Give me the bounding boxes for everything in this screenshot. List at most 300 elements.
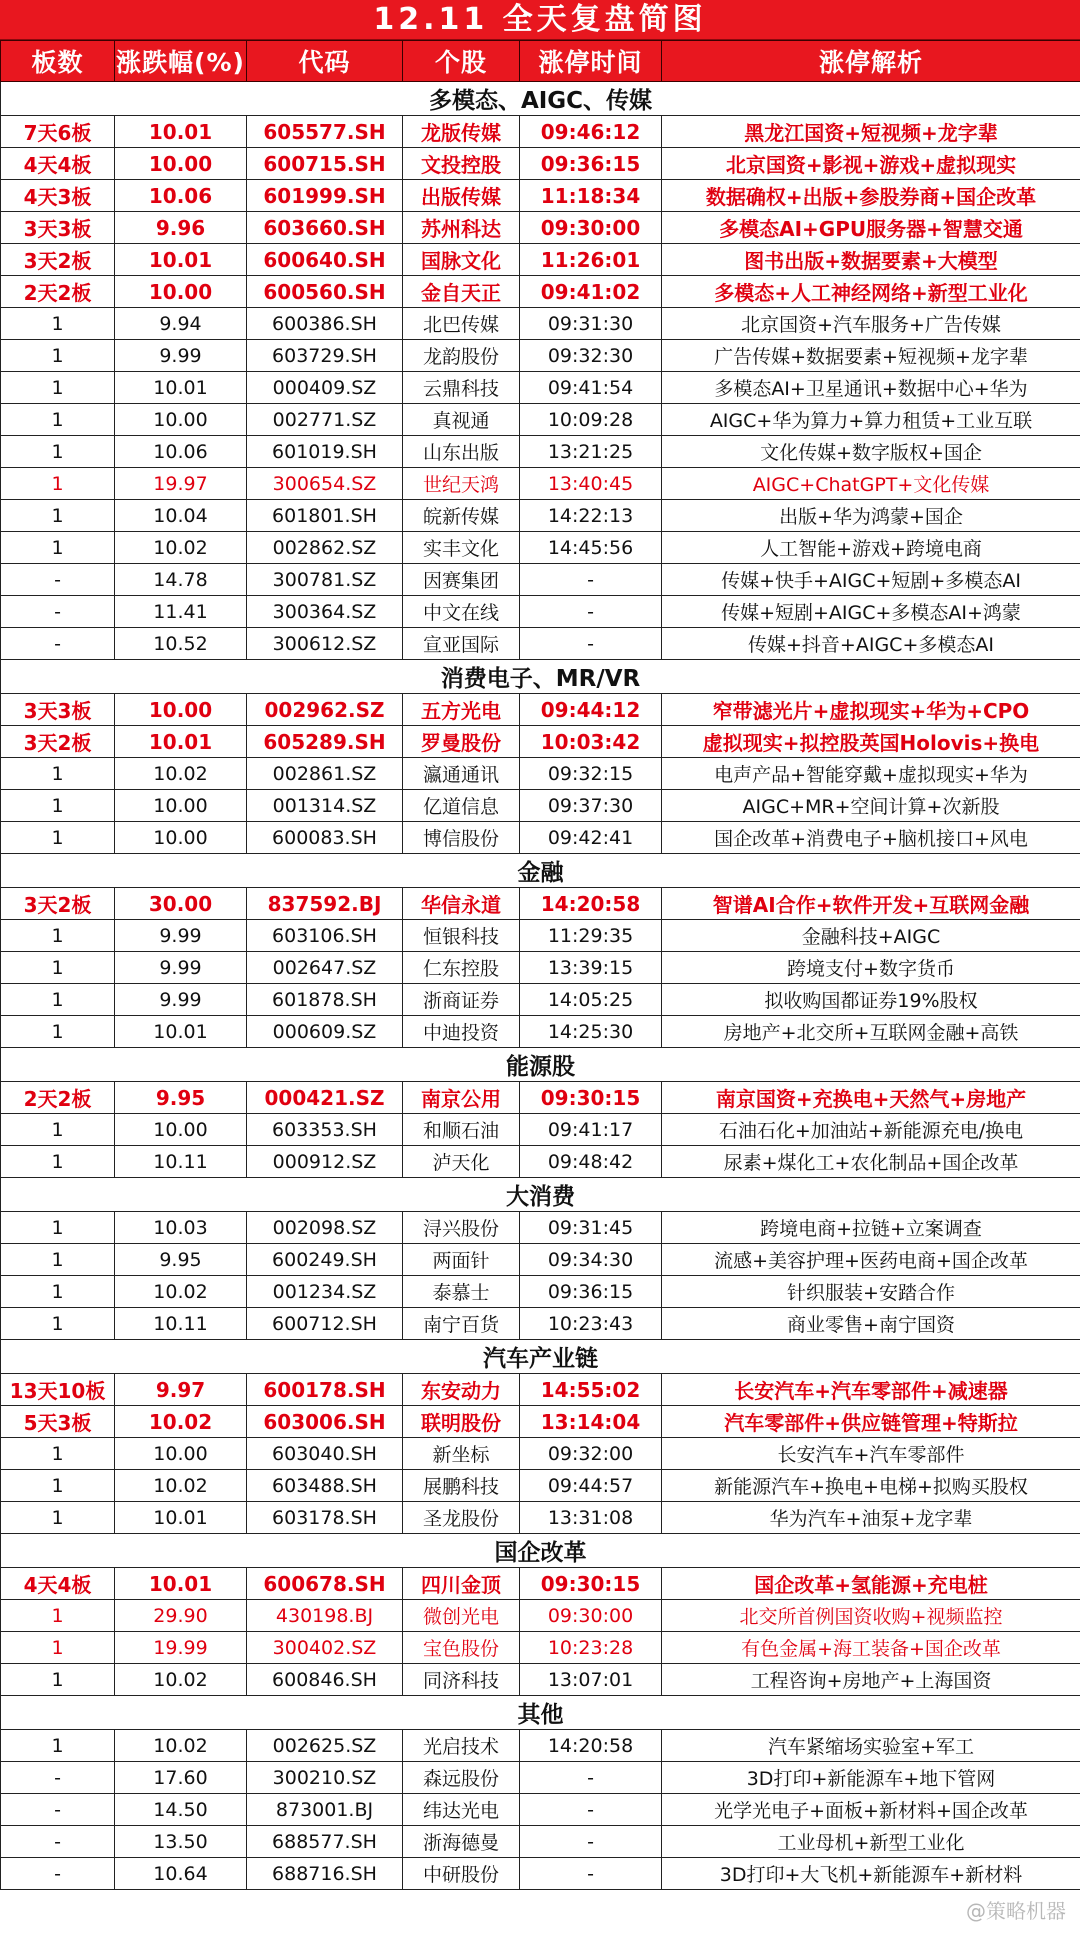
change-pct-cell: 17.60 — [115, 1762, 247, 1794]
change-pct-cell: 10.01 — [115, 244, 247, 276]
board-count-cell: 1 — [1, 500, 115, 532]
board-count-cell: - — [1, 1794, 115, 1826]
limit-time-cell: - — [520, 1794, 662, 1826]
board-count-cell: - — [1, 1762, 115, 1794]
board-count-cell: - — [1, 564, 115, 596]
table-row — [1, 1244, 1080, 1276]
code-cell: 600386.SH — [247, 308, 403, 340]
change-pct-cell: 10.02 — [115, 1730, 247, 1762]
board-count-cell: 3天2板 — [1, 888, 115, 920]
table-row — [1, 1114, 1080, 1146]
section-header-row — [1, 1178, 1080, 1212]
stock-name-cell: 森远股份 — [403, 1762, 520, 1794]
code-cell: 430198.BJ — [247, 1600, 403, 1632]
limit-time-cell: 09:31:30 — [520, 308, 662, 340]
board-count-cell: 1 — [1, 920, 115, 952]
code-cell: 000421.SZ — [247, 1082, 403, 1114]
table-row — [1, 952, 1080, 984]
change-pct-cell: 9.99 — [115, 340, 247, 372]
header-analysis: 涨停解析 — [662, 41, 1080, 82]
code-cell: 600715.SH — [247, 148, 403, 180]
code-cell: 001234.SZ — [247, 1276, 403, 1308]
table-row — [1, 596, 1080, 628]
limit-time-cell: 14:20:58 — [520, 888, 662, 920]
section-header-row — [1, 82, 1080, 116]
stock-name-cell: 因赛集团 — [403, 564, 520, 596]
stock-name-cell: 中迪投资 — [403, 1016, 520, 1048]
limit-time-cell: 14:22:13 — [520, 500, 662, 532]
section-header-row — [1, 854, 1080, 888]
code-cell: 603040.SH — [247, 1438, 403, 1470]
analysis-cell: 文化传媒+数字版权+国企 — [662, 436, 1080, 468]
stock-name-cell: 联明股份 — [403, 1406, 520, 1438]
limit-time-cell: 09:30:15 — [520, 1568, 662, 1600]
table-row — [1, 1276, 1080, 1308]
code-cell: 002625.SZ — [247, 1730, 403, 1762]
board-count-cell: 1 — [1, 1016, 115, 1048]
code-cell: 002962.SZ — [247, 694, 403, 726]
board-count-cell: 1 — [1, 984, 115, 1016]
change-pct-cell: 10.01 — [115, 116, 247, 148]
limit-up-table — [0, 40, 1080, 1890]
board-count-cell: 2天2板 — [1, 1082, 115, 1114]
limit-time-cell: 09:30:00 — [520, 212, 662, 244]
stock-name-cell: 国脉文化 — [403, 244, 520, 276]
change-pct-cell: 10.02 — [115, 1664, 247, 1696]
analysis-cell: 长安汽车+汽车零部件+减速器 — [662, 1374, 1080, 1406]
limit-time-cell: - — [520, 1858, 662, 1890]
board-count-cell: 1 — [1, 532, 115, 564]
analysis-cell: 工程咨询+房地产+上海国资 — [662, 1664, 1080, 1696]
limit-time-cell: 13:39:15 — [520, 952, 662, 984]
change-pct-cell: 9.95 — [115, 1244, 247, 1276]
stock-name-cell: 浙海德曼 — [403, 1826, 520, 1858]
analysis-cell: 出版+华为鸿蒙+国企 — [662, 500, 1080, 532]
board-count-cell: 3天2板 — [1, 726, 115, 758]
change-pct-cell: 10.00 — [115, 148, 247, 180]
analysis-cell: 北京国资+影视+游戏+虚拟现实 — [662, 148, 1080, 180]
limit-time-cell: 11:18:34 — [520, 180, 662, 212]
limit-time-cell: 11:29:35 — [520, 920, 662, 952]
analysis-cell: 有色金属+海工装备+国企改革 — [662, 1632, 1080, 1664]
code-cell: 600560.SH — [247, 276, 403, 308]
analysis-cell: 窄带滤光片+虚拟现实+华为+CPO — [662, 694, 1080, 726]
analysis-cell: 北京国资+汽车服务+广告传媒 — [662, 308, 1080, 340]
change-pct-cell: 13.50 — [115, 1826, 247, 1858]
code-cell: 688577.SH — [247, 1826, 403, 1858]
change-pct-cell: 10.02 — [115, 532, 247, 564]
change-pct-cell: 10.52 — [115, 628, 247, 660]
table-row — [1, 1858, 1080, 1890]
header-board-count: 板数 — [1, 41, 115, 82]
code-cell: 000912.SZ — [247, 1146, 403, 1178]
change-pct-cell: 10.11 — [115, 1146, 247, 1178]
limit-time-cell: 09:30:00 — [520, 1600, 662, 1632]
change-pct-cell: 10.00 — [115, 694, 247, 726]
code-cell: 600678.SH — [247, 1568, 403, 1600]
board-count-cell: 1 — [1, 1308, 115, 1340]
table-row — [1, 1826, 1080, 1858]
limit-time-cell: 13:07:01 — [520, 1664, 662, 1696]
stock-name-cell: 真视通 — [403, 404, 520, 436]
limit-time-cell: 09:41:54 — [520, 372, 662, 404]
stock-name-cell: 光启技术 — [403, 1730, 520, 1762]
code-cell: 873001.BJ — [247, 1794, 403, 1826]
stock-name-cell: 山东出版 — [403, 436, 520, 468]
code-cell: 300402.SZ — [247, 1632, 403, 1664]
limit-time-cell: 09:46:12 — [520, 116, 662, 148]
analysis-cell: 数据确权+出版+参股券商+国企改革 — [662, 180, 1080, 212]
board-count-cell: 4天4板 — [1, 1568, 115, 1600]
code-cell: 600178.SH — [247, 1374, 403, 1406]
board-count-cell: 7天6板 — [1, 116, 115, 148]
table-row — [1, 1016, 1080, 1048]
table-row — [1, 564, 1080, 596]
board-count-cell: 1 — [1, 1664, 115, 1696]
limit-time-cell: 09:36:15 — [520, 148, 662, 180]
board-count-cell: - — [1, 628, 115, 660]
limit-time-cell: 10:23:28 — [520, 1632, 662, 1664]
code-cell: 300781.SZ — [247, 564, 403, 596]
analysis-cell: 电声产品+智能穿戴+虚拟现实+华为 — [662, 758, 1080, 790]
limit-time-cell: 13:40:45 — [520, 468, 662, 500]
code-cell: 603006.SH — [247, 1406, 403, 1438]
analysis-cell: 新能源汽车+换电+电梯+拟购买股权 — [662, 1470, 1080, 1502]
stock-name-cell: 同济科技 — [403, 1664, 520, 1696]
stock-name-cell: 纬达光电 — [403, 1794, 520, 1826]
stock-name-cell: 和顺石油 — [403, 1114, 520, 1146]
analysis-cell: 黑龙江国资+短视频+龙字辈 — [662, 116, 1080, 148]
analysis-cell: AIGC+MR+空间计算+次新股 — [662, 790, 1080, 822]
limit-time-cell: 09:44:12 — [520, 694, 662, 726]
stock-name-cell: 宣亚国际 — [403, 628, 520, 660]
code-cell: 603729.SH — [247, 340, 403, 372]
change-pct-cell: 10.64 — [115, 1858, 247, 1890]
table-row — [1, 790, 1080, 822]
analysis-cell: 长安汽车+汽车零部件 — [662, 1438, 1080, 1470]
limit-time-cell: 09:42:41 — [520, 822, 662, 854]
analysis-cell: 汽车零部件+供应链管理+特斯拉 — [662, 1406, 1080, 1438]
code-cell: 300364.SZ — [247, 596, 403, 628]
stock-name-cell: 皖新传媒 — [403, 500, 520, 532]
code-cell: 603178.SH — [247, 1502, 403, 1534]
board-count-cell: 3天3板 — [1, 212, 115, 244]
code-cell: 837592.BJ — [247, 888, 403, 920]
section-title: 大消费 — [1, 1178, 1080, 1212]
limit-time-cell: 13:21:25 — [520, 436, 662, 468]
limit-time-cell: - — [520, 1826, 662, 1858]
board-count-cell: 1 — [1, 468, 115, 500]
table-row — [1, 920, 1080, 952]
stock-name-cell: 北巴传媒 — [403, 308, 520, 340]
board-count-cell: - — [1, 1826, 115, 1858]
limit-time-cell: 09:32:15 — [520, 758, 662, 790]
section-title: 其他 — [1, 1696, 1080, 1730]
analysis-cell: 传媒+快手+AIGC+短剧+多模态AI — [662, 564, 1080, 596]
analysis-cell: 智谱AI合作+软件开发+互联网金融 — [662, 888, 1080, 920]
limit-time-cell: - — [520, 1762, 662, 1794]
code-cell: 605289.SH — [247, 726, 403, 758]
change-pct-cell: 19.99 — [115, 1632, 247, 1664]
stock-name-cell: 世纪天鸿 — [403, 468, 520, 500]
analysis-cell: 3D打印+大飞机+新能源车+新材料 — [662, 1858, 1080, 1890]
analysis-cell: 华为汽车+油泵+龙字辈 — [662, 1502, 1080, 1534]
table-row — [1, 244, 1080, 276]
limit-time-cell: 10:23:43 — [520, 1308, 662, 1340]
code-cell: 603488.SH — [247, 1470, 403, 1502]
section-header-row — [1, 1340, 1080, 1374]
change-pct-cell: 10.00 — [115, 790, 247, 822]
limit-time-cell: 09:30:15 — [520, 1082, 662, 1114]
board-count-cell: 1 — [1, 340, 115, 372]
table-body — [1, 82, 1080, 1890]
section-title: 多模态、AIGC、传媒 — [1, 82, 1080, 116]
code-cell: 600083.SH — [247, 822, 403, 854]
board-count-cell: 1 — [1, 822, 115, 854]
stock-name-cell: 南京公用 — [403, 1082, 520, 1114]
section-title: 金融 — [1, 854, 1080, 888]
section-header-row — [1, 1696, 1080, 1730]
header-stock: 个股 — [403, 41, 520, 82]
table-row — [1, 116, 1080, 148]
analysis-cell: 多模态AI+GPU服务器+智慧交通 — [662, 212, 1080, 244]
stock-name-cell: 龙韵股份 — [403, 340, 520, 372]
board-count-cell: 1 — [1, 952, 115, 984]
change-pct-cell: 10.00 — [115, 822, 247, 854]
stock-name-cell: 亿道信息 — [403, 790, 520, 822]
stock-name-cell: 微创光电 — [403, 1600, 520, 1632]
analysis-cell: 工业母机+新型工业化 — [662, 1826, 1080, 1858]
change-pct-cell: 9.95 — [115, 1082, 247, 1114]
stock-name-cell: 恒银科技 — [403, 920, 520, 952]
analysis-cell: 国企改革+消费电子+脑机接口+风电 — [662, 822, 1080, 854]
table-row — [1, 1146, 1080, 1178]
table-row — [1, 468, 1080, 500]
board-count-cell: 1 — [1, 1438, 115, 1470]
code-cell: 601801.SH — [247, 500, 403, 532]
limit-time-cell: 09:36:15 — [520, 1276, 662, 1308]
table-row — [1, 212, 1080, 244]
limit-time-cell: - — [520, 628, 662, 660]
analysis-cell: 多模态+人工神经网络+新型工业化 — [662, 276, 1080, 308]
header-limit-time: 涨停时间 — [520, 41, 662, 82]
change-pct-cell: 9.99 — [115, 984, 247, 1016]
board-count-cell: 1 — [1, 1632, 115, 1664]
change-pct-cell: 11.41 — [115, 596, 247, 628]
code-cell: 002098.SZ — [247, 1212, 403, 1244]
limit-time-cell: 10:09:28 — [520, 404, 662, 436]
code-cell: 688716.SH — [247, 1858, 403, 1890]
stock-name-cell: 东安动力 — [403, 1374, 520, 1406]
change-pct-cell: 9.99 — [115, 952, 247, 984]
analysis-cell: 商业零售+南宁国资 — [662, 1308, 1080, 1340]
board-count-cell: 1 — [1, 1730, 115, 1762]
analysis-cell: 流感+美容护理+医药电商+国企改革 — [662, 1244, 1080, 1276]
section-title: 能源股 — [1, 1048, 1080, 1082]
table-row — [1, 1632, 1080, 1664]
stock-name-cell: 中文在线 — [403, 596, 520, 628]
analysis-cell: 汽车紧缩场实验室+军工 — [662, 1730, 1080, 1762]
board-count-cell: 1 — [1, 1146, 115, 1178]
change-pct-cell: 10.00 — [115, 1438, 247, 1470]
change-pct-cell: 10.02 — [115, 1406, 247, 1438]
analysis-cell: 尿素+煤化工+农化制品+国企改革 — [662, 1146, 1080, 1178]
analysis-cell: 跨境电商+拉链+立案调查 — [662, 1212, 1080, 1244]
change-pct-cell: 9.99 — [115, 920, 247, 952]
section-title: 国企改革 — [1, 1534, 1080, 1568]
sheet-title: 12.11 全天复盘简图 — [0, 0, 1080, 40]
analysis-cell: 人工智能+游戏+跨境电商 — [662, 532, 1080, 564]
stock-name-cell: 泸天化 — [403, 1146, 520, 1178]
stock-name-cell: 新坐标 — [403, 1438, 520, 1470]
section-header-row — [1, 1048, 1080, 1082]
board-count-cell: 1 — [1, 1600, 115, 1632]
code-cell: 002771.SZ — [247, 404, 403, 436]
table-row — [1, 1502, 1080, 1534]
limit-time-cell: 14:45:56 — [520, 532, 662, 564]
code-cell: 002647.SZ — [247, 952, 403, 984]
table-row — [1, 1374, 1080, 1406]
change-pct-cell: 10.02 — [115, 1470, 247, 1502]
change-pct-cell: 29.90 — [115, 1600, 247, 1632]
board-count-cell: 1 — [1, 1114, 115, 1146]
board-count-cell: 4天3板 — [1, 180, 115, 212]
change-pct-cell: 19.97 — [115, 468, 247, 500]
stock-name-cell: 文投控股 — [403, 148, 520, 180]
limit-time-cell: 09:32:00 — [520, 1438, 662, 1470]
limit-time-cell: 09:44:57 — [520, 1470, 662, 1502]
board-count-cell: 1 — [1, 404, 115, 436]
change-pct-cell: 10.01 — [115, 1016, 247, 1048]
change-pct-cell: 14.50 — [115, 1794, 247, 1826]
limit-time-cell: 09:34:30 — [520, 1244, 662, 1276]
section-title: 消费电子、MR/VR — [1, 660, 1080, 694]
table-row — [1, 308, 1080, 340]
limit-time-cell: - — [520, 564, 662, 596]
limit-time-cell: 14:05:25 — [520, 984, 662, 1016]
code-cell: 000609.SZ — [247, 1016, 403, 1048]
table-row — [1, 1308, 1080, 1340]
stock-name-cell: 云鼎科技 — [403, 372, 520, 404]
limit-time-cell: 10:03:42 — [520, 726, 662, 758]
change-pct-cell: 10.11 — [115, 1308, 247, 1340]
board-count-cell: - — [1, 596, 115, 628]
change-pct-cell: 10.06 — [115, 436, 247, 468]
change-pct-cell: 10.00 — [115, 276, 247, 308]
limit-time-cell: 09:41:17 — [520, 1114, 662, 1146]
section-header-row — [1, 1534, 1080, 1568]
table-row — [1, 404, 1080, 436]
stock-name-cell: 泰慕士 — [403, 1276, 520, 1308]
limit-time-cell: 09:41:02 — [520, 276, 662, 308]
code-cell: 605577.SH — [247, 116, 403, 148]
board-count-cell: 4天4板 — [1, 148, 115, 180]
analysis-cell: 拟收购国都证券19%股权 — [662, 984, 1080, 1016]
code-cell: 603106.SH — [247, 920, 403, 952]
analysis-cell: 3D打印+新能源车+地下管网 — [662, 1762, 1080, 1794]
limit-time-cell: 09:37:30 — [520, 790, 662, 822]
board-count-cell: 1 — [1, 1470, 115, 1502]
table-row — [1, 984, 1080, 1016]
limit-time-cell: 14:20:58 — [520, 1730, 662, 1762]
section-title: 汽车产业链 — [1, 1340, 1080, 1374]
limit-time-cell: 09:48:42 — [520, 1146, 662, 1178]
code-cell: 601019.SH — [247, 436, 403, 468]
table-row — [1, 340, 1080, 372]
table-row — [1, 1762, 1080, 1794]
change-pct-cell: 9.96 — [115, 212, 247, 244]
board-count-cell: 1 — [1, 1276, 115, 1308]
board-count-cell: 1 — [1, 436, 115, 468]
watermark: @策略机器 — [966, 1899, 1066, 1923]
table-row — [1, 436, 1080, 468]
stock-name-cell: 圣龙股份 — [403, 1502, 520, 1534]
analysis-cell: 光学光电子+面板+新材料+国企改革 — [662, 1794, 1080, 1826]
analysis-cell: 金融科技+AIGC — [662, 920, 1080, 952]
change-pct-cell: 14.78 — [115, 564, 247, 596]
board-count-cell: 1 — [1, 758, 115, 790]
stock-name-cell: 展鹏科技 — [403, 1470, 520, 1502]
limit-time-cell: 09:32:30 — [520, 340, 662, 372]
code-cell: 601878.SH — [247, 984, 403, 1016]
stock-name-cell: 两面针 — [403, 1244, 520, 1276]
table-row — [1, 276, 1080, 308]
code-cell: 300210.SZ — [247, 1762, 403, 1794]
table-row — [1, 1082, 1080, 1114]
stock-name-cell: 仁东控股 — [403, 952, 520, 984]
analysis-cell: 多模态AI+卫星通讯+数据中心+华为 — [662, 372, 1080, 404]
board-count-cell: 5天3板 — [1, 1406, 115, 1438]
stock-name-cell: 龙版传媒 — [403, 116, 520, 148]
table-row — [1, 758, 1080, 790]
analysis-cell: 传媒+抖音+AIGC+多模态AI — [662, 628, 1080, 660]
stock-name-cell: 南宁百货 — [403, 1308, 520, 1340]
board-count-cell: 1 — [1, 308, 115, 340]
table-row — [1, 1212, 1080, 1244]
board-count-cell: 1 — [1, 1244, 115, 1276]
table-row — [1, 888, 1080, 920]
stock-name-cell: 罗曼股份 — [403, 726, 520, 758]
limit-time-cell: 11:26:01 — [520, 244, 662, 276]
board-count-cell: - — [1, 1858, 115, 1890]
table-row — [1, 1568, 1080, 1600]
table-row — [1, 372, 1080, 404]
analysis-cell: AIGC+ChatGPT+文化传媒 — [662, 468, 1080, 500]
header-row — [1, 41, 1080, 82]
stock-name-cell: 博信股份 — [403, 822, 520, 854]
analysis-cell: 图书出版+数据要素+大模型 — [662, 244, 1080, 276]
table-row — [1, 694, 1080, 726]
stock-name-cell: 苏州科达 — [403, 212, 520, 244]
table-row — [1, 1438, 1080, 1470]
code-cell: 002862.SZ — [247, 532, 403, 564]
table-row — [1, 532, 1080, 564]
stock-name-cell: 宝色股份 — [403, 1632, 520, 1664]
table-row — [1, 148, 1080, 180]
code-cell: 300654.SZ — [247, 468, 403, 500]
table-row — [1, 1600, 1080, 1632]
change-pct-cell: 10.01 — [115, 372, 247, 404]
analysis-cell: 石油石化+加油站+新能源充电/换电 — [662, 1114, 1080, 1146]
analysis-cell: 跨境支付+数字货币 — [662, 952, 1080, 984]
code-cell: 601999.SH — [247, 180, 403, 212]
code-cell: 600249.SH — [247, 1244, 403, 1276]
change-pct-cell: 10.00 — [115, 404, 247, 436]
board-count-cell: 2天2板 — [1, 276, 115, 308]
limit-time-cell: - — [520, 596, 662, 628]
stock-name-cell: 中研股份 — [403, 1858, 520, 1890]
change-pct-cell: 30.00 — [115, 888, 247, 920]
